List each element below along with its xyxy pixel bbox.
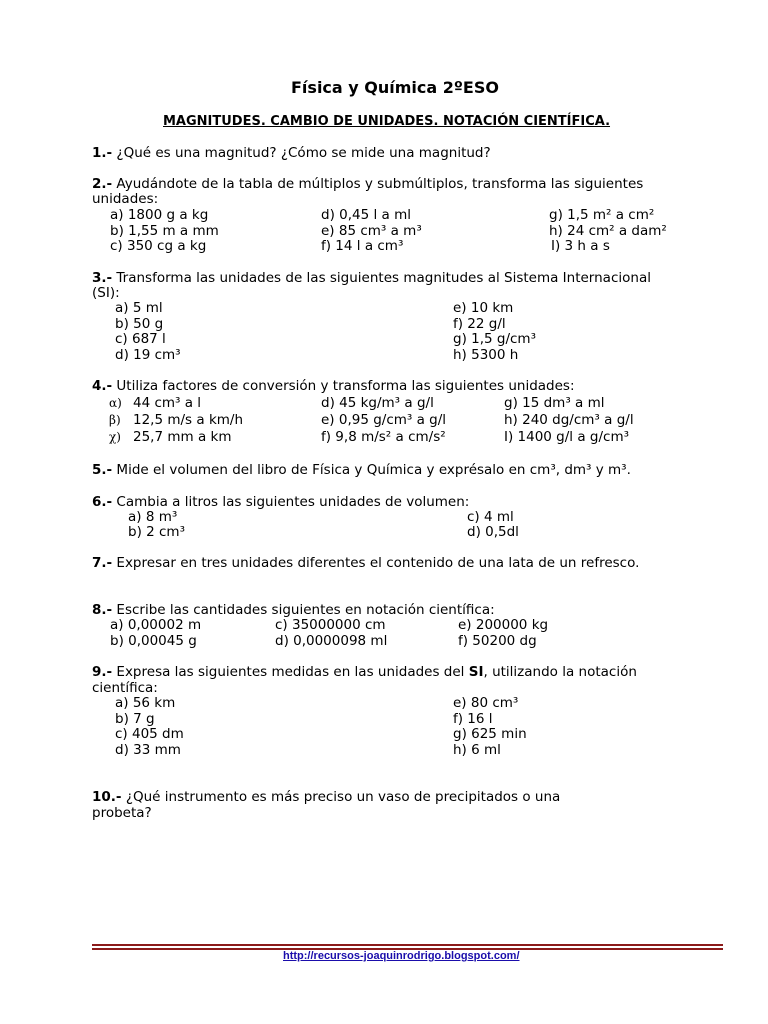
list-item: a) 56 km	[115, 695, 176, 711]
question-text: Expresar en tres unidades diferentes el contenido de una lata de un refresco.	[112, 555, 640, 571]
list-item: a) 5 ml	[115, 300, 163, 316]
question-10	[92, 789, 560, 805]
question-number: 9.-	[92, 664, 113, 680]
list-item: I) 3 h a s	[551, 238, 610, 254]
list-item: c) 405 dm	[115, 726, 184, 742]
question-2	[92, 176, 643, 192]
list-item: h) 5300 h	[453, 347, 519, 363]
question-number: 10.-	[92, 789, 122, 805]
question-number: 7.-	[92, 555, 113, 571]
question-number: 1.-	[92, 145, 113, 161]
list-item: c) 350 cg a kg	[110, 238, 207, 254]
si-emphasis: SI	[468, 664, 484, 680]
page-subtitle: MAGNITUDES. CAMBIO DE UNIDADES. NOTACIÓN CIENTÍFICA.	[163, 114, 611, 129]
list-item: d) 0,0000098 ml	[275, 633, 388, 649]
question-text-cont: científica:	[92, 680, 158, 696]
list-item: h) 240 dg/cm³ a g/l	[504, 412, 634, 428]
list-marker: χ)	[109, 430, 121, 444]
question-text: , utilizando la notación	[483, 664, 637, 680]
question-text: Ayudándote de la tabla de múltiplos y submúltiplos, transforma las siguientes	[112, 176, 644, 192]
list-item: f) 50200 dg	[458, 633, 537, 649]
list-item: g) 15 dm³ a ml	[504, 395, 605, 411]
list-item: e) 200000 kg	[458, 617, 549, 633]
question-text: Mide el volumen del libro de Física y Química y exprésalo en cm³, dm³ y m³.	[112, 462, 631, 478]
question-number: 6.-	[92, 494, 113, 510]
question-text: Utiliza factores de conversión y transforma las siguientes unidades:	[112, 378, 575, 394]
question-9	[92, 664, 637, 680]
question-number: 2.-	[92, 176, 113, 192]
list-item: f) 16 l	[453, 711, 493, 727]
list-item: e) 85 cm³ a m³	[321, 223, 422, 239]
question-text-cont: unidades:	[92, 191, 159, 207]
list-item: c) 35000000 cm	[275, 617, 386, 633]
list-item: b) 7 g	[115, 711, 155, 727]
list-item: I) 1400 g/l a g/cm³	[504, 429, 630, 445]
list-marker: α)	[109, 396, 122, 410]
list-item: c) 687 l	[115, 331, 166, 347]
list-item: e) 10 km	[453, 300, 514, 316]
question-text: Cambia a litros las siguientes unidades de volumen:	[112, 494, 470, 510]
list-item: b) 2 cm³	[128, 524, 185, 540]
list-marker: β)	[109, 413, 121, 427]
list-item: 12,5 m/s a km/h	[133, 412, 244, 428]
list-item: a) 0,00002 m	[110, 617, 202, 633]
question-number: 5.-	[92, 462, 113, 478]
question-text: Expresa las siguientes medidas en las unidades del	[112, 664, 469, 680]
question-8	[92, 602, 495, 618]
list-item: 25,7 mm a km	[133, 429, 232, 445]
list-item: a) 8 m³	[128, 509, 178, 525]
question-6	[92, 494, 469, 510]
question-3	[92, 270, 651, 286]
page-title: Física y Química 2ºESO	[291, 78, 499, 97]
list-item: b) 50 g	[115, 316, 164, 332]
question-number: 4.-	[92, 378, 113, 394]
list-item: d) 0,45 l a ml	[321, 207, 411, 223]
question-text: ¿Qué es una magnitud? ¿Cómo se mide una magnitud?	[112, 145, 491, 161]
question-text: Escribe las cantidades siguientes en notación científica:	[112, 602, 495, 618]
list-item: h) 24 cm² a dam²	[549, 223, 667, 239]
footer-link[interactable]: http://recursos-joaquinrodrigo.blogspot.com/	[283, 950, 520, 962]
list-item: h) 6 ml	[453, 742, 501, 758]
question-7	[92, 555, 639, 571]
question-1	[92, 145, 491, 161]
list-item: b) 0,00045 g	[110, 633, 197, 649]
list-item: f) 22 g/l	[453, 316, 506, 332]
list-item: g) 1,5 g/cm³	[453, 331, 536, 347]
list-item: d) 33 mm	[115, 742, 181, 758]
list-item: d) 19 cm³	[115, 347, 181, 363]
list-item: f) 14 l a cm³	[321, 238, 404, 254]
list-item: e) 0,95 g/cm³ a g/l	[321, 412, 447, 428]
question-text: ¿Qué instrumento es más preciso un vaso de precipitados o una	[121, 789, 561, 805]
question-number: 3.-	[92, 270, 113, 286]
list-item: a) 1800 g a kg	[110, 207, 209, 223]
list-item: 44 cm³ a l	[133, 395, 202, 411]
list-item: d) 45 kg/m³ a g/l	[321, 395, 434, 411]
question-5	[92, 462, 631, 478]
question-text-cont: probeta?	[92, 805, 152, 821]
question-4	[92, 378, 575, 394]
question-text-cont: (SI):	[92, 285, 120, 301]
list-item: b) 1,55 m a mm	[110, 223, 219, 239]
list-item: d) 0,5dl	[467, 524, 519, 540]
list-item: c) 4 ml	[467, 509, 514, 525]
footer-divider	[92, 944, 723, 946]
question-text: Transforma las unidades de las siguientes magnitudes al Sistema Internacional	[112, 270, 651, 286]
list-item: f) 9,8 m/s² a cm/s²	[321, 429, 446, 445]
list-item: g) 1,5 m² a cm²	[549, 207, 655, 223]
question-number: 8.-	[92, 602, 113, 618]
list-item: e) 80 cm³	[453, 695, 519, 711]
list-item: g) 625 min	[453, 726, 527, 742]
